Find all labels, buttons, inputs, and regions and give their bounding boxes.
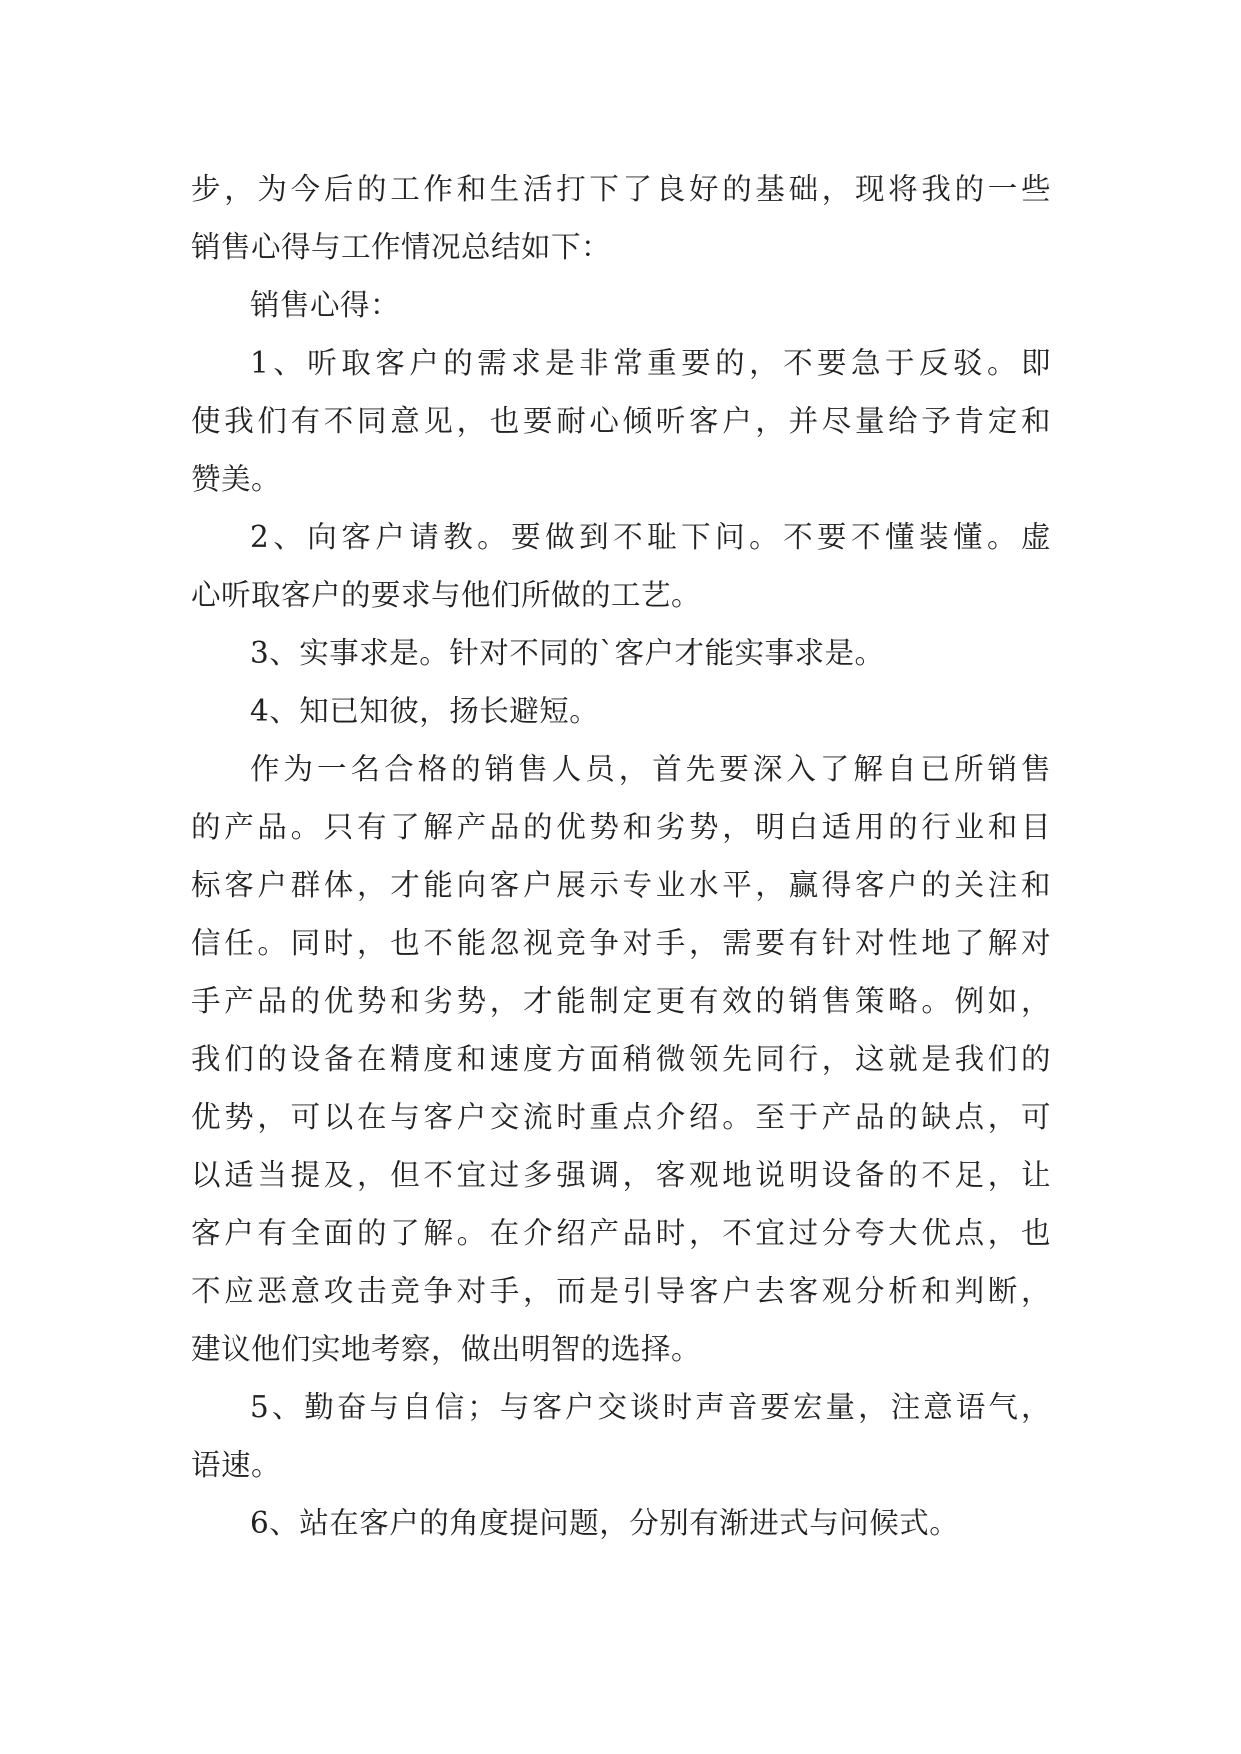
text-line: 信任。同时，也不能忽视竞争对手，需要有针对性地了解对 [191, 926, 1051, 960]
text-line: 不应恶意攻击竞争对手，而是引导客户去客观分析和判断， [191, 1274, 1051, 1308]
section-heading: 销售心得： [250, 288, 401, 322]
text-line: 5、勤奋与自信；与客户交谈时声音要宏量，注意语气， [250, 1390, 1051, 1424]
text-line: 手产品的优势和劣势，才能制定更有效的销售策略。例如， [191, 984, 1051, 1018]
text-line: 1、听取客户的需求是非常重要的，不要急于反驳。即 [250, 346, 1051, 380]
text-line: 销售心得与工作情况总结如下： [191, 230, 612, 264]
text-line: 步，为今后的工作和生活打下了良好的基础，现将我的一些 [191, 172, 1051, 206]
text-line: 的产品。只有了解产品的优势和劣势，明白适用的行业和目 [191, 810, 1051, 844]
text-line: 语速。 [191, 1448, 282, 1482]
text-line: 标客户群体，才能向客户展示专业水平，赢得客户的关注和 [191, 868, 1051, 902]
text-line: 作为一名合格的销售人员，首先要深入了解自已所销售 [250, 752, 1051, 786]
text-line: 3、实事求是。针对不同的`客户才能实事求是。 [250, 636, 885, 670]
text-line: 使我们有不同意见，也要耐心倾听客户，并尽量给予肯定和 [191, 404, 1051, 438]
text-line: 6、站在客户的角度提问题，分别有渐进式与问候式。 [250, 1506, 960, 1540]
text-line: 心听取客户的要求与他们所做的工艺。 [191, 578, 702, 612]
text-line: 4、知已知彼，扬长避短。 [250, 694, 600, 728]
text-line: 赞美。 [191, 462, 282, 496]
text-line: 优势，可以在与客户交流时重点介绍。至于产品的缺点，可 [191, 1100, 1051, 1134]
text-line: 以适当提及，但不宜过多强调，客观地说明设备的不足，让 [191, 1158, 1051, 1192]
text-line: 我们的设备在精度和速度方面稍微领先同行，这就是我们的 [191, 1042, 1051, 1076]
text-line: 2、向客户请教。要做到不耻下问。不要不懂装懂。虚 [250, 520, 1051, 554]
text-line: 客户有全面的了解。在介绍产品时，不宜过分夸大优点，也 [191, 1216, 1051, 1250]
document-body [191, 160, 1051, 1552]
text-line: 建议他们实地考察，做出明智的选择。 [191, 1332, 702, 1366]
